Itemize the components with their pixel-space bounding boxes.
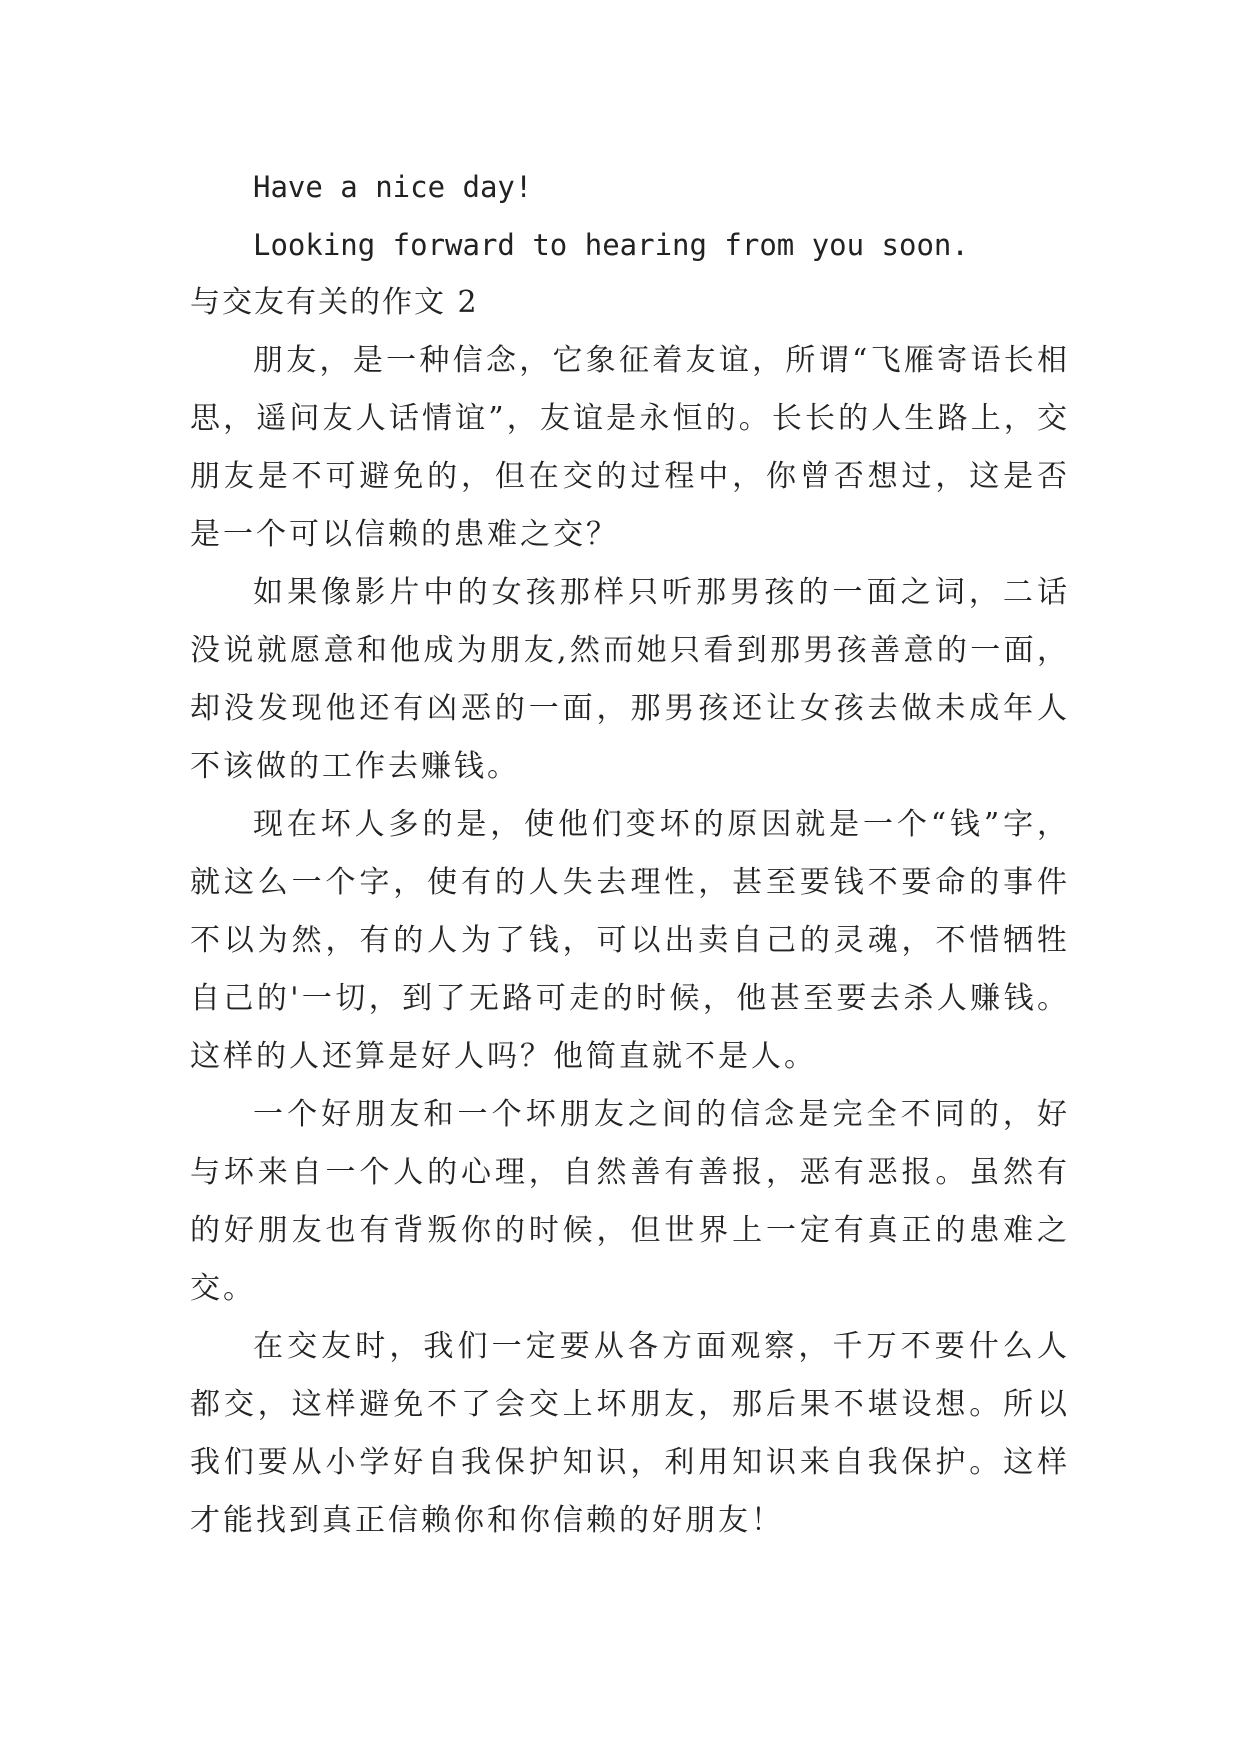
closing-line-1: Have a nice day! (253, 170, 533, 204)
paragraph-5: 在交友时，我们一定要从各方面观察，千万不要什么人都交，这样避免不了会交上坏朋友，那后果不堪设想。所以我们要从小学好自我保护知识，利用知识来自我保护。这样才能找到真正信赖你和你信赖的好朋友！ (190, 1329, 1070, 1538)
document-body (190, 158, 1070, 1550)
closing-line-2: Looking forward to hearing from you soon. (253, 228, 969, 262)
essay-heading: 与交友有关的作文 2 (190, 285, 479, 320)
paragraph-3: 现在坏人多的是，使他们变坏的原因就是一个“钱”字，就这么一个字，使有的人失去理性，甚至要钱不要命的事件不以为然，有的人为了钱，可以出卖自己的灵魂，不惜牺牲自己的'一切，到了无路可走的时候，他甚至要去杀人赚钱。这样的人还算是好人吗？他简直就不是人。 (190, 807, 1070, 1074)
paragraph-2: 如果像影片中的女孩那样只听那男孩的一面之词，二话没说就愿意和他成为朋友,然而她只看到那男孩善意的一面，却没发现他还有凶恶的一面，那男孩还让女孩去做未成年人不该做的工作去赚钱。 (190, 575, 1070, 784)
paragraph-1: 朋友，是一种信念，它象征着友谊，所谓“飞雁寄语长相思，遥问友人话情谊”，友谊是永恒的。长长的人生路上，交朋友是不可避免的，但在交的过程中，你曾否想过，这是否是一个可以信赖的患难之交？ (190, 343, 1070, 552)
paragraph-4: 一个好朋友和一个坏朋友之间的信念是完全不同的，好与坏来自一个人的心理，自然善有善报，恶有恶报。虽然有的好朋友也有背叛你的时候，但世界上一定有真正的患难之交。 (190, 1097, 1070, 1306)
